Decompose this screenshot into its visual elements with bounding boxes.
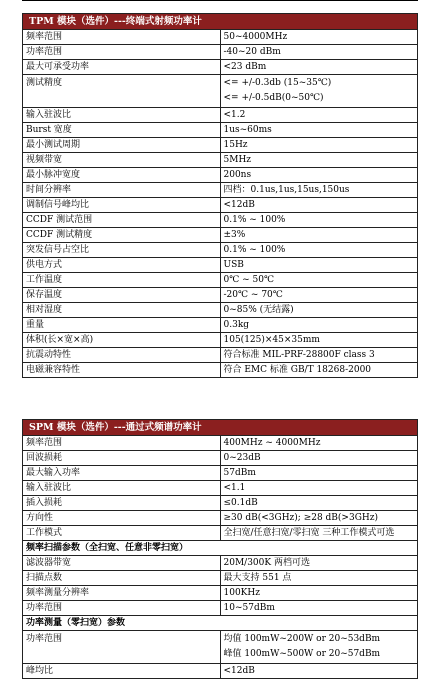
tpm-value: 50~4000MHz xyxy=(220,30,418,45)
spm-section-power-row xyxy=(23,616,418,631)
tpm-row xyxy=(23,213,418,228)
tpm-label: 供电方式 xyxy=(23,258,221,273)
tpm-value: 0~85% (无结露) xyxy=(220,303,418,318)
spm-label: 方向性 xyxy=(23,511,221,526)
spm-row xyxy=(23,511,418,526)
spm-row xyxy=(23,496,418,511)
tpm-row xyxy=(23,45,418,60)
tpm-label: 抗震动特性 xyxy=(23,348,221,363)
tpm-label: 工作温度 xyxy=(23,273,221,288)
tpm-value: 15Hz xyxy=(220,138,418,153)
tpm-label: 突发信号占空比 xyxy=(23,243,221,258)
tpm-label: 保存温度 xyxy=(23,288,221,303)
tpm-label: 相对湿度 xyxy=(23,303,221,318)
tpm-value-group xyxy=(220,75,418,108)
tpm-label: 视频带宽 xyxy=(23,153,221,168)
tpm-row xyxy=(23,303,418,318)
spm-label: 插入损耗 xyxy=(23,496,221,511)
tpm-value: 105(125)×45×35mm xyxy=(220,333,418,348)
spm-row xyxy=(23,451,418,466)
spm-value: 400MHz ~ 4000MHz xyxy=(220,436,418,451)
spm-power-value-group xyxy=(220,631,418,664)
tpm-value: <23 dBm xyxy=(220,60,418,75)
tpm-row xyxy=(23,30,418,45)
tpm-row xyxy=(23,273,418,288)
spm-spec-table xyxy=(22,419,418,679)
tpm-label: 体积(长×宽×高) xyxy=(23,333,221,348)
tpm-value: 符合标准 MIL-PRF-28800F class 3 xyxy=(220,348,418,363)
spm-sweep-label: 功率范围 xyxy=(23,601,221,616)
tpm-row xyxy=(23,243,418,258)
spm-label: 输入驻波比 xyxy=(23,481,221,496)
tpm-row xyxy=(23,288,418,303)
spm-section-sweep: 频率扫描参数（全扫宽、任意非零扫宽） xyxy=(23,541,418,556)
tpm-row xyxy=(23,60,418,75)
spm-section-sweep-row xyxy=(23,541,418,556)
tpm-header-row xyxy=(23,14,418,30)
tpm-value-line: <= +/-0.5dB(0~50℃) xyxy=(223,93,324,103)
tpm-label: 功率范围 xyxy=(23,45,221,60)
tpm-label: 输入驻波比 xyxy=(23,108,221,123)
tpm-row xyxy=(23,168,418,183)
spm-power-value: <12dB xyxy=(220,664,418,679)
tpm-row xyxy=(23,348,418,363)
tpm-value: ±3% xyxy=(220,228,418,243)
tpm-row xyxy=(23,258,418,273)
spm-sweep-row xyxy=(23,571,418,586)
spm-value: 全扫宽/任意扫宽/零扫宽 三种工作模式可选 xyxy=(220,526,418,541)
spm-value: ≤0.1dB xyxy=(220,496,418,511)
tpm-value: 0℃ ~ 50℃ xyxy=(220,273,418,288)
tpm-value: 四档：0.1us,1us,15us,150us xyxy=(220,183,418,198)
tpm-label: 测试精度 xyxy=(23,75,221,108)
tpm-row xyxy=(23,318,418,333)
spm-value: <1.1 xyxy=(220,481,418,496)
tpm-value: USB xyxy=(220,258,418,273)
tpm-label: 时间分辨率 xyxy=(23,183,221,198)
spm-row xyxy=(23,466,418,481)
tpm-label: CCDF 测试范围 xyxy=(23,213,221,228)
spm-sweep-value: 20M/300K 两档可选 xyxy=(220,556,418,571)
tpm-row xyxy=(23,198,418,213)
tpm-label: 最小脉冲宽度 xyxy=(23,168,221,183)
tpm-label: 重量 xyxy=(23,318,221,333)
spm-power-label: 峰均比 xyxy=(23,664,221,679)
spm-row xyxy=(23,481,418,496)
spm-power-row xyxy=(23,631,418,664)
tpm-row xyxy=(23,123,418,138)
tpm-label: 最小测试周期 xyxy=(23,138,221,153)
spm-title: SPM 模块（选件）---通过式频谱功率计 xyxy=(23,420,418,436)
spm-header-row xyxy=(23,420,418,436)
spm-sweep-row xyxy=(23,601,418,616)
tpm-label: 电磁兼容特性 xyxy=(23,363,221,378)
spm-row xyxy=(23,526,418,541)
tpm-label: Burst 宽度 xyxy=(23,123,221,138)
spm-sweep-label: 滤波器带宽 xyxy=(23,556,221,571)
spm-label: 工作模式 xyxy=(23,526,221,541)
tpm-value: 0.1% ~ 100% xyxy=(220,243,418,258)
top-rule xyxy=(22,0,418,1)
tpm-row xyxy=(23,363,418,378)
spm-label: 频率范围 xyxy=(23,436,221,451)
spm-label: 回波损耗 xyxy=(23,451,221,466)
tpm-value: 0.1% ~ 100% xyxy=(220,213,418,228)
tpm-row xyxy=(23,108,418,123)
spm-power-label: 功率范围 xyxy=(23,631,221,664)
spm-value: 57dBm xyxy=(220,466,418,481)
tpm-value: <12dB xyxy=(220,198,418,213)
spm-sweep-row xyxy=(23,586,418,601)
tpm-row xyxy=(23,183,418,198)
tpm-value: 200ns xyxy=(220,168,418,183)
tpm-row xyxy=(23,333,418,348)
tpm-value: -40~20 dBm xyxy=(220,45,418,60)
tpm-label: 调制信号峰均比 xyxy=(23,198,221,213)
tpm-value: 5MHz xyxy=(220,153,418,168)
tpm-spec-table xyxy=(22,13,418,378)
tpm-row xyxy=(23,138,418,153)
tpm-label: CCDF 测试精度 xyxy=(23,228,221,243)
spm-sweep-value: 最大支持 551 点 xyxy=(220,571,418,586)
tpm-value: -20℃ ~ 70℃ xyxy=(220,288,418,303)
spm-power-row xyxy=(23,664,418,679)
tpm-value: 1us~60ms xyxy=(220,123,418,138)
tpm-value-line: <= +/-0.3db (15~35℃) xyxy=(223,78,332,88)
tpm-row xyxy=(23,228,418,243)
tpm-value: 符合 EMC 标准 GB/T 18268-2000 xyxy=(220,363,418,378)
spm-sweep-label: 频率测量分辨率 xyxy=(23,586,221,601)
tpm-row xyxy=(23,75,418,108)
tpm-title: TPM 模块（选件）---终端式射频功率计 xyxy=(23,14,418,30)
spm-label: 最大输入功率 xyxy=(23,466,221,481)
spm-row xyxy=(23,436,418,451)
spm-sweep-value: 100KHz xyxy=(220,586,418,601)
spm-power-value-line: 均值 100mW~200W or 20~53dBm xyxy=(223,634,381,644)
spm-power-value-line: 峰值 100mW~500W or 20~57dBm xyxy=(223,649,381,659)
spm-sweep-label: 扫描点数 xyxy=(23,571,221,586)
spm-value: 0~23dB xyxy=(220,451,418,466)
spm-value: ≥30 dB(<3GHz); ≥28 dB(>3GHz) xyxy=(220,511,418,526)
tpm-label: 最大可承受功率 xyxy=(23,60,221,75)
tpm-value: <1.2 xyxy=(220,108,418,123)
spm-sweep-value: 10~57dBm xyxy=(220,601,418,616)
spm-section-power: 功率测量（零扫宽）参数 xyxy=(23,616,418,631)
tpm-label: 频率范围 xyxy=(23,30,221,45)
tpm-value: 0.3kg xyxy=(220,318,418,333)
tpm-row xyxy=(23,153,418,168)
spm-sweep-row xyxy=(23,556,418,571)
